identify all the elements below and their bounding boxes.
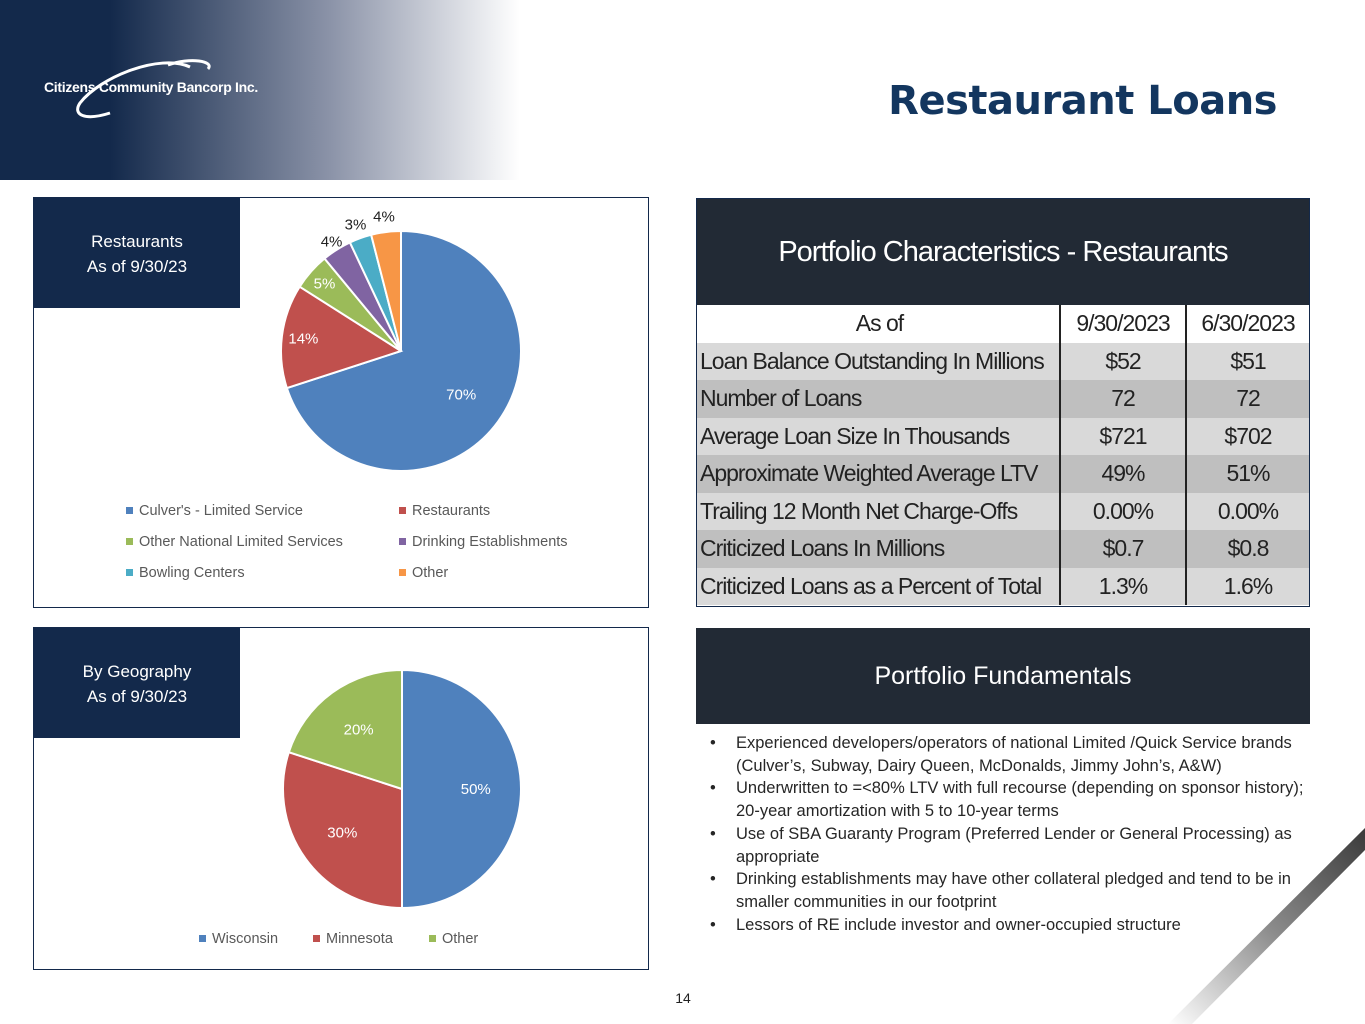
row-label: Trailing 12 Month Net Charge-Offs — [697, 493, 1060, 531]
legend-swatch — [399, 538, 406, 545]
restaurants-label-line-2: As of 9/30/23 — [86, 257, 188, 276]
legend-swatch — [399, 507, 406, 514]
corner-page-curl-icon — [1160, 820, 1365, 1024]
restaurants-chart-panel — [33, 197, 649, 608]
legend-item — [313, 931, 393, 947]
table-row — [697, 530, 1309, 568]
row-label: Number of Loans — [697, 380, 1060, 418]
pie-data-label: 5% — [313, 275, 336, 293]
pie-data-label: 4% — [320, 233, 343, 251]
legend-label: Wisconsin — [212, 931, 279, 947]
legend-label: Culver's - Limited Service — [139, 503, 303, 519]
row-value-q2: $51 — [1186, 343, 1309, 381]
portfolio-fundamentals-title: Portfolio Fundamentals — [696, 628, 1310, 724]
row-value-q3: 1.3% — [1060, 568, 1186, 606]
row-label: Criticized Loans as a Percent of Total — [697, 568, 1060, 606]
legend-swatch — [199, 935, 206, 942]
legend-swatch — [126, 507, 133, 514]
legend-item — [399, 565, 448, 581]
geography-chart-panel — [33, 627, 649, 970]
legend-swatch — [429, 935, 436, 942]
company-name: Citizens Community Bancorp Inc. — [44, 79, 258, 95]
row-value-q2: $702 — [1186, 418, 1309, 456]
row-value-q2: 72 — [1186, 380, 1309, 418]
restaurants-legend — [34, 198, 650, 609]
list-item: • Underwritten to =<80% LTV with full recourse (depending on sponsor history); 20-year amortization with 5 to 10-year terms — [710, 777, 1310, 822]
legend-label: Bowling Centers — [139, 565, 245, 581]
portfolio-characteristics-title: Portfolio Characteristics - Restaurants — [697, 199, 1309, 305]
row-value-q3: 0.00% — [1060, 493, 1186, 531]
legend-item — [399, 503, 490, 519]
legend-item — [126, 565, 245, 581]
table-header-row — [697, 305, 1309, 343]
legend-label: Other National Limited Services — [139, 534, 343, 550]
header-as-of: As of — [697, 305, 1060, 343]
restaurants-label-line-1: Restaurants — [91, 232, 183, 251]
legend-item — [399, 534, 568, 550]
header-col-q3: 9/30/2023 — [1060, 305, 1186, 343]
table-row — [697, 455, 1309, 493]
legend-swatch — [126, 569, 133, 576]
legend-item — [126, 534, 343, 550]
list-item: • Experienced developers/operators of national Limited /Quick Service brands (Culver’s, Subway, Dairy Queen, McDonalds, Jimmy John’s, A&W) — [710, 732, 1310, 777]
table-row — [697, 568, 1309, 606]
row-label: Approximate Weighted Average LTV — [697, 455, 1060, 493]
page-title: Restaurant Loans — [888, 78, 1277, 124]
legend-item — [199, 931, 278, 947]
list-item: • Lessors of RE include investor and owner-occupied structure — [710, 914, 1310, 937]
legend-label: Other — [412, 565, 449, 581]
table-row — [697, 343, 1309, 381]
row-value-q2: 51% — [1186, 455, 1309, 493]
row-value-q3: $0.7 — [1060, 530, 1186, 568]
legend-label: Restaurants — [412, 503, 491, 519]
geography-label-line-1: By Geography — [82, 662, 192, 681]
row-label: Criticized Loans In Millions — [697, 530, 1060, 568]
pie-data-label: 50% — [460, 781, 491, 798]
legend-item — [126, 503, 303, 519]
legend-swatch — [313, 935, 320, 942]
row-value-q3: $721 — [1060, 418, 1186, 456]
legend-swatch — [399, 569, 406, 576]
pie-data-label: 30% — [327, 824, 358, 842]
portfolio-characteristics — [696, 198, 1310, 607]
legend-swatch — [126, 538, 133, 545]
portfolio-characteristics-table — [697, 305, 1309, 605]
row-label: Average Loan Size In Thousands — [697, 418, 1060, 456]
legend-label: Other — [442, 931, 479, 947]
pie-data-label: 20% — [343, 721, 374, 739]
legend-item — [429, 931, 478, 947]
row-value-q3: 72 — [1060, 380, 1186, 418]
geography-legend — [34, 628, 650, 971]
page-number: 14 — [675, 990, 691, 1006]
pie-data-label: 14% — [288, 330, 319, 348]
legend-label: Minnesota — [326, 931, 393, 947]
list-item: • Use of SBA Guaranty Program (Preferred Lender or General Processing) as appropriate — [710, 823, 1310, 868]
table-row — [697, 380, 1309, 418]
legend-label: Drinking Establishments — [412, 534, 568, 550]
header-col-q2: 6/30/2023 — [1186, 305, 1309, 343]
row-value-q2: 1.6% — [1186, 568, 1309, 606]
pie-data-label: 3% — [344, 216, 367, 234]
row-value-q2: $0.8 — [1186, 530, 1309, 568]
row-value-q3: $52 — [1060, 343, 1186, 381]
row-label: Loan Balance Outstanding In Millions — [697, 343, 1060, 381]
geography-label-line-2: As of 9/30/23 — [86, 687, 188, 706]
table-row — [697, 418, 1309, 456]
list-item: • Drinking establishments may have other collateral pledged and tend to be in smaller communities in our footprint — [710, 868, 1310, 913]
row-value-q2: 0.00% — [1186, 493, 1309, 531]
pie-data-label: 4% — [373, 208, 395, 226]
row-value-q3: 49% — [1060, 455, 1186, 493]
pie-data-label: 70% — [446, 386, 477, 404]
table-row — [697, 493, 1309, 531]
company-logo — [40, 55, 280, 125]
